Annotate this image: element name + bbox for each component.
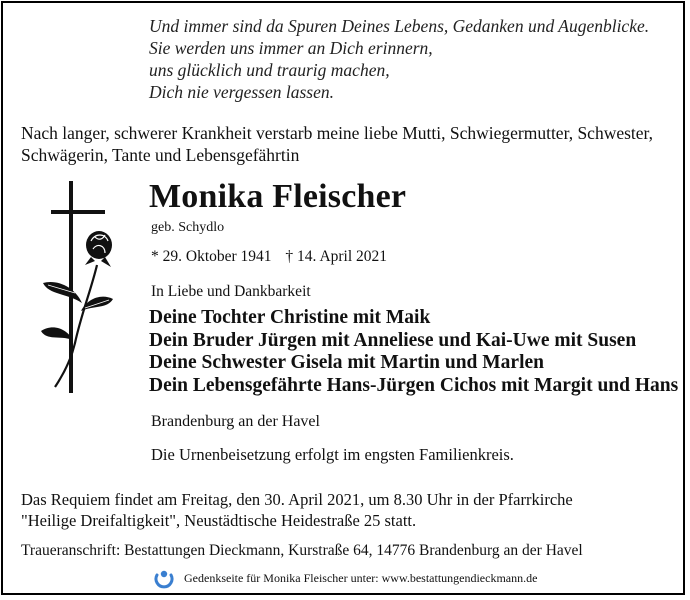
intro-line: Nach langer, schwerer Krankheit verstarb meine liebe Mutti, Schwiegermutter, Schwester, <box>21 123 654 143</box>
deceased-name: Monika Fleischer <box>149 178 407 215</box>
memorial-page-link[interactable] <box>153 567 537 589</box>
life-dates <box>151 248 397 266</box>
cross-with-rose-icon <box>35 175 117 393</box>
mourner-line: Dein Lebensgefährte Hans-Jürgen Cichos mit Margit und Hans <box>149 374 679 396</box>
poem <box>149 15 649 103</box>
mourner-line: Deine Tochter Christine mit Maik <box>149 307 431 328</box>
burial-notice: Die Urnenbeisetzung erfolgt im engsten Familienkreis. <box>151 445 514 464</box>
obituary-card <box>1 1 685 595</box>
intro-text <box>21 122 653 166</box>
poem-line: Und immer sind da Spuren Deines Lebens, Gedanken und Augenblicke. <box>149 16 650 36</box>
poem-line: Dich nie vergessen lassen. <box>149 82 334 102</box>
mourners-city: Brandenburg an der Havel <box>151 413 320 430</box>
requiem-line: Das Requiem findet am Freitag, den 30. April 2021, um 8.30 Uhr in der Pfarrkirche <box>21 490 573 509</box>
memorial-logo-icon <box>153 567 175 589</box>
mourning-address: Traueranschrift: Bestattungen Dieckmann, Kurstraße 64, 14776 Brandenburg an der Havel <box>21 542 583 559</box>
mourners-list <box>149 307 678 397</box>
intro-line: Schwägerin, Tante und Lebensgefährtin <box>21 145 300 165</box>
requiem-line: "Heilige Dreifaltigkeit", Neustädtische Heidestraße 25 statt. <box>21 511 417 530</box>
birth-name: geb. Schydlo <box>151 220 225 235</box>
poem-line: Sie werden uns immer an Dich erinnern, <box>149 38 433 58</box>
mourner-line: Deine Schwester Gisela mit Martin und Marlen <box>149 352 545 373</box>
birth-date: * 29. Oktober 1941 <box>151 248 272 265</box>
requiem-notice <box>21 489 573 531</box>
memorial-text: Gedenkseite für Monika Fleischer unter: www.bestattungendieckmann.de <box>184 570 538 585</box>
poem-line: uns glücklich und traurig machen, <box>149 60 390 80</box>
death-date: † 14. April 2021 <box>285 248 388 265</box>
mourners-intro: In Liebe und Dankbarkeit <box>151 283 311 300</box>
mourner-line: Dein Bruder Jürgen mit Anneliese und Kai-Uwe mit Susen <box>149 329 637 351</box>
